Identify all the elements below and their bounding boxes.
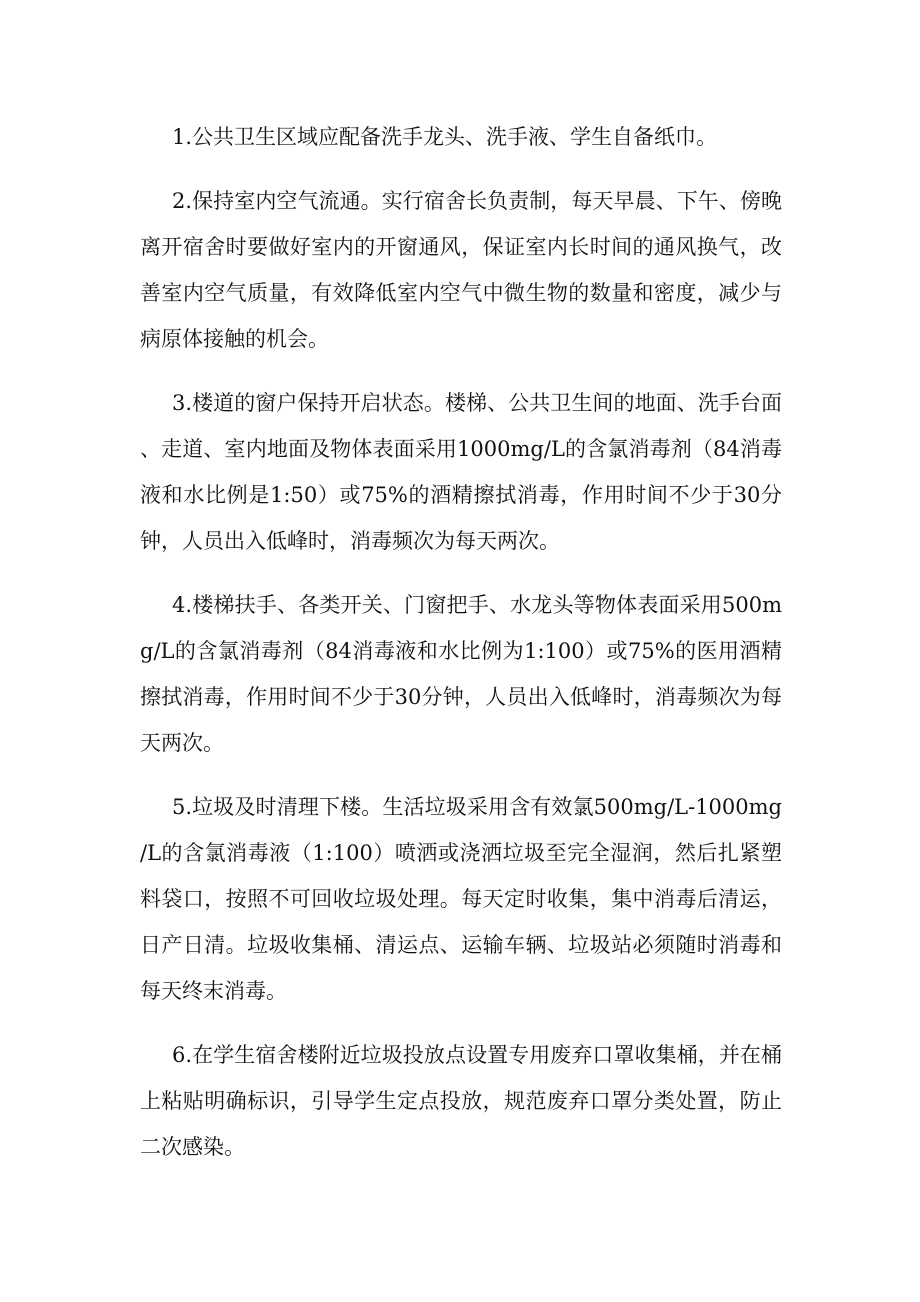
paragraph-4: 4.楼梯扶手、各类开关、门窗把手、水龙头等物体表面采用500mg/L的含氯消毒剂（84消毒液和水比例为1:100）或75%的医用酒精擦拭消毒，作用时间不少于30分钟，人员出入低峰时，消毒频次为每天两次。 bbox=[140, 593, 782, 755]
paragraph-1: 1.公共卫生区域应配备洗手龙头、洗手液、学生自备纸巾。 bbox=[172, 125, 718, 149]
document-body bbox=[140, 114, 782, 1188]
paragraph-5: 5.垃圾及时清理下楼。生活垃圾采用含有效氯500mg/L-1000mg/L的含氯消毒液（1:100）喷洒或浇洒垃圾至完全湿润，然后扎紧塑料袋口，按照不可回收垃圾处理。每天定时收集，集中消毒后清运，日产日清。垃圾收集桶、清运点、运输车辆、垃圾站必须随时消毒和每天终末消毒。 bbox=[140, 795, 782, 1003]
paragraph-2: 2.保持室内空气流通。实行宿舍长负责制，每天早晨、下午、傍晚离开宿舍时要做好室内的开窗通风，保证室内长时间的通风换气，改善室内空气质量，有效降低室内空气中微生物的数量和密度，减少与病原体接触的机会。 bbox=[140, 189, 782, 351]
paragraph-3: 3.楼道的窗户保持开启状态。楼梯、公共卫生间的地面、洗手台面、走道、室内地面及物体表面采用1000mg/L的含氯消毒剂（84消毒液和水比例是1:50）或75%的酒精擦拭消毒，作用时间不少于30分钟，人员出入低峰时，消毒频次为每天两次。 bbox=[140, 391, 782, 553]
paragraph-6: 6.在学生宿舍楼附近垃圾投放点设置专用废弃口罩收集桶，并在桶上粘贴明确标识，引导学生定点投放，规范废弃口罩分类处置，防止二次感染。 bbox=[140, 1043, 782, 1159]
